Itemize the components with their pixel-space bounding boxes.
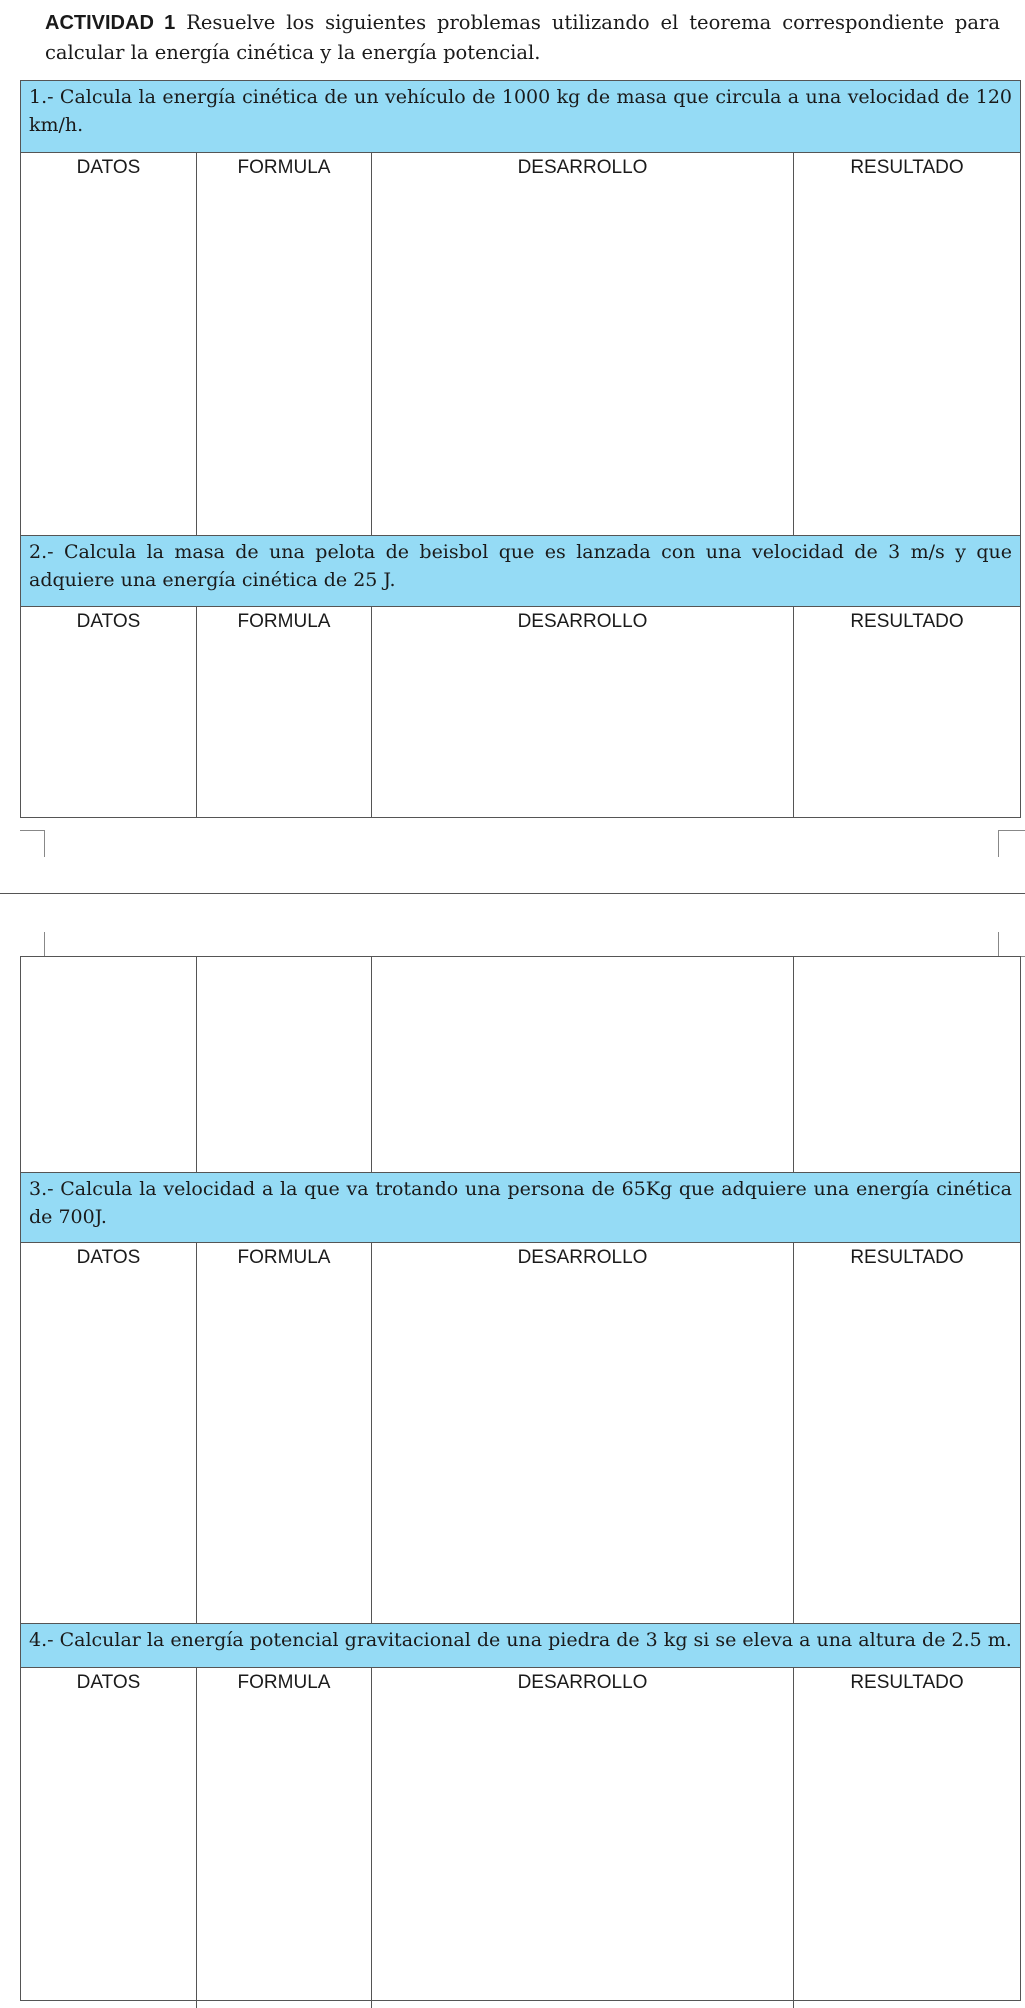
header-formula: FORMULA xyxy=(237,157,331,178)
header-datos: DATOS xyxy=(76,157,141,178)
header-datos: DATOS xyxy=(76,1672,141,1693)
activity-intro xyxy=(45,8,1000,68)
problem-4-statement: 4.- Calcular la energía potencial gravitacional de una piedra de 3 kg si se eleva a una altura de 2.5 m. xyxy=(21,1623,1020,1668)
header-desarrollo: DESARROLLO xyxy=(517,1247,648,1268)
activity-title: ACTIVIDAD 1 xyxy=(45,12,176,34)
header-datos: DATOS xyxy=(76,1247,141,1268)
crop-mark xyxy=(20,830,45,831)
crop-mark xyxy=(998,830,999,857)
header-desarrollo: DESARROLLO xyxy=(517,611,648,632)
activity-instructions: Resuelve los siguientes problemas utilizando el teorema correspondiente para calcular la energía cinética y la energía potencial. xyxy=(45,11,1000,64)
crop-mark xyxy=(44,932,45,957)
header-resultado: RESULTADO xyxy=(850,1247,964,1268)
page-break xyxy=(0,893,1025,894)
header-formula: FORMULA xyxy=(237,1247,331,1268)
header-resultado: RESULTADO xyxy=(850,611,964,632)
crop-mark xyxy=(998,830,1025,831)
problems-box-page-2 xyxy=(20,956,1021,2001)
problem-2-statement: 2.- Calcula la masa de una pelota de beisbol que es lanzada con una velocidad de 3 m/s y que adquiere una energía cinética de 25 J. xyxy=(21,535,1020,607)
crop-mark xyxy=(44,830,45,857)
problem-3-statement: 3.- Calcula la velocidad a la que va trotando una persona de 65Kg que adquiere una energía cinética de 700J. xyxy=(21,1172,1020,1243)
header-resultado: RESULTADO xyxy=(850,157,964,178)
header-resultado: RESULTADO xyxy=(850,1672,964,1693)
crop-mark xyxy=(998,932,999,957)
header-desarrollo: DESARROLLO xyxy=(517,157,648,178)
header-desarrollo: DESARROLLO xyxy=(517,1672,648,1693)
header-formula: FORMULA xyxy=(237,611,331,632)
header-datos: DATOS xyxy=(76,611,141,632)
header-formula: FORMULA xyxy=(237,1672,331,1693)
problem-1-statement: 1.- Calcula la energía cinética de un vehículo de 1000 kg de masa que circula a una velocidad de 120 km/h. xyxy=(21,81,1020,153)
problems-box-page-1 xyxy=(20,80,1021,818)
